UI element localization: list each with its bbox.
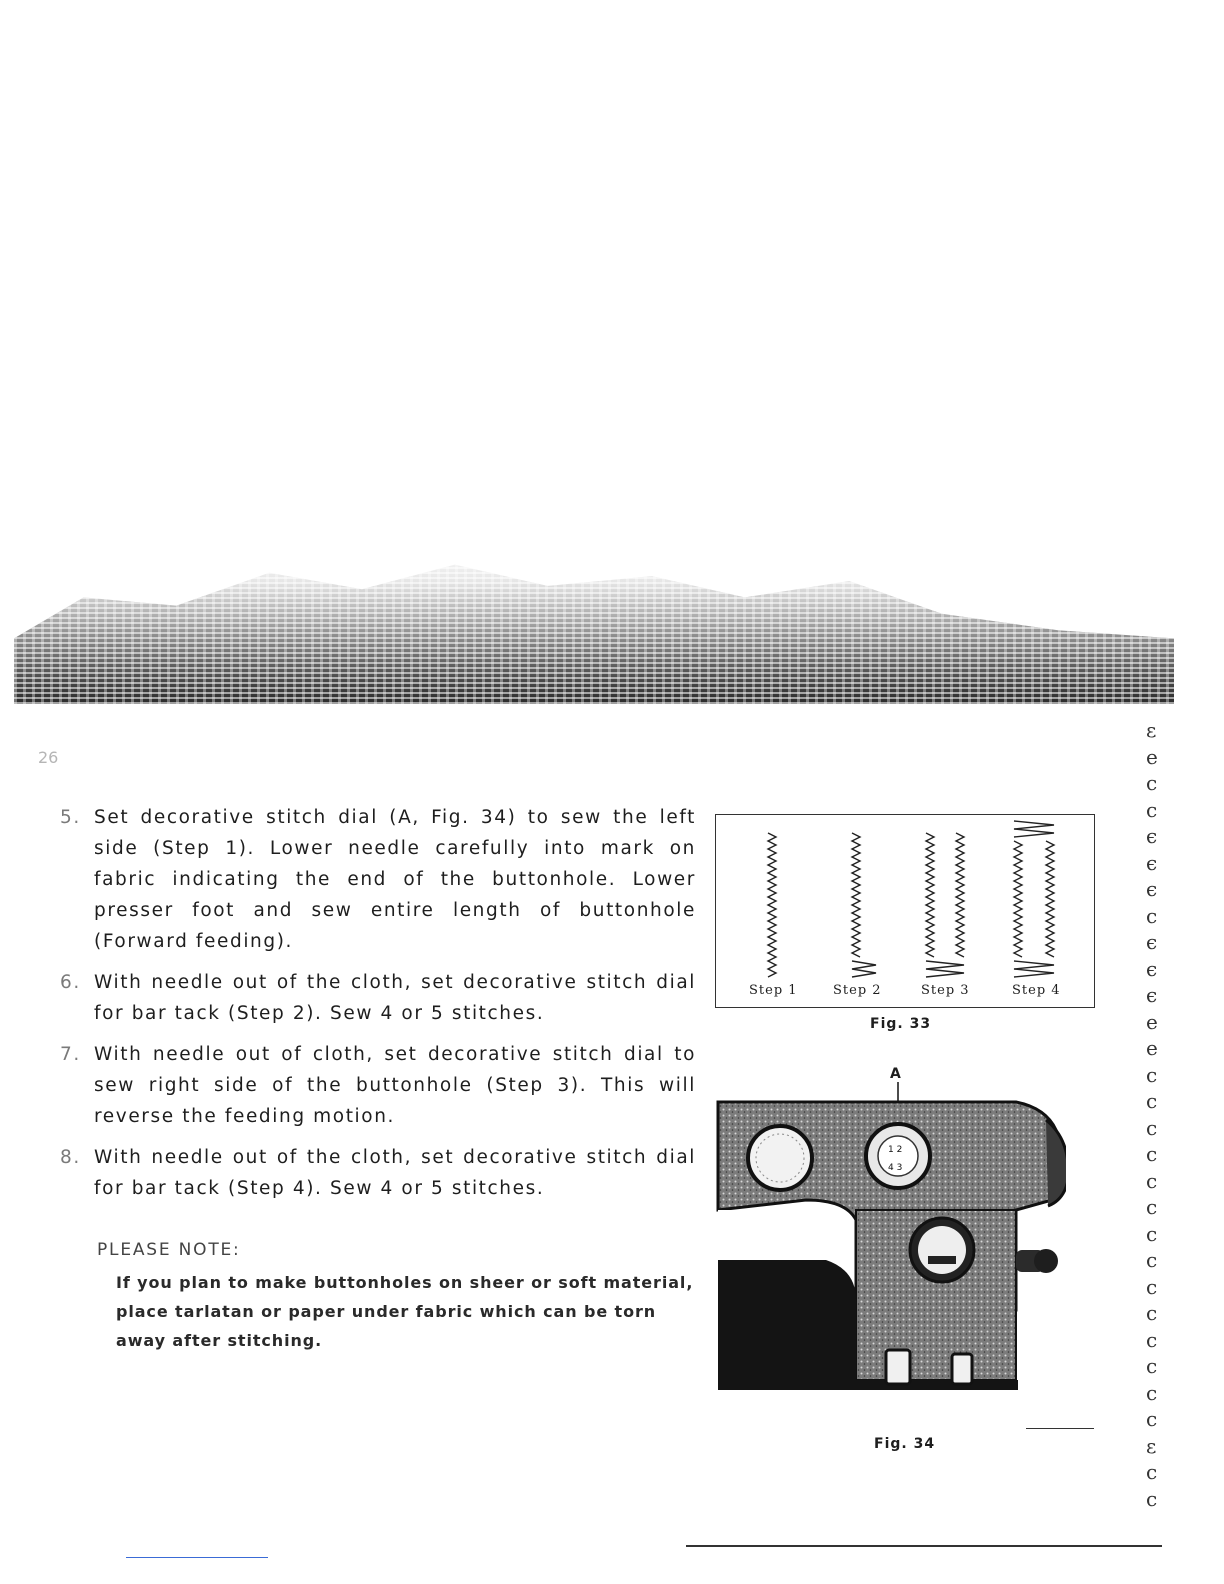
edge-mark: ϵ <box>1146 877 1158 901</box>
stitch-diagram <box>716 815 1094 1007</box>
step-label: Step 2 <box>833 983 882 998</box>
edge-mark: c <box>1146 1380 1158 1405</box>
page-number: 26 <box>38 748 59 767</box>
edge-mark: e <box>1146 744 1158 769</box>
blue-underline <box>126 1557 268 1558</box>
bottom-rule <box>686 1545 1162 1547</box>
edge-mark: ε <box>1146 718 1157 742</box>
edge-mark: ϵ <box>1146 850 1158 875</box>
bartack-step4-top <box>1014 821 1054 837</box>
step-number: 8. <box>60 1147 81 1168</box>
step-label: Step 1 <box>749 983 798 998</box>
edge-mark: c <box>1146 1301 1158 1325</box>
zigzag-step3-left <box>926 833 934 957</box>
edge-mark: e <box>1146 1009 1158 1034</box>
zigzag-step4-right <box>1046 841 1054 957</box>
svg-text:4 3: 4 3 <box>888 1163 903 1173</box>
sewing-machine-icon <box>716 1060 1066 1400</box>
bartack-step4-bottom <box>1014 961 1054 977</box>
edge-mark: c <box>1146 1248 1158 1272</box>
figure-rule <box>1026 1428 1094 1429</box>
edge-mark: c <box>1146 797 1158 822</box>
step-number: 6. <box>60 972 81 993</box>
edge-mark: e <box>1146 1036 1158 1060</box>
dial-callout-label: A <box>890 1066 901 1082</box>
bartack-step3 <box>926 961 964 977</box>
edge-mark: ϵ <box>1146 930 1158 954</box>
edge-mark: c <box>1146 1486 1158 1511</box>
instruction-steps <box>60 802 696 1214</box>
scanned-shadow-band <box>14 540 1174 704</box>
zigzag-step1 <box>768 833 776 977</box>
edge-mark: ϵ <box>1146 956 1158 981</box>
edge-mark: c <box>1146 1195 1158 1219</box>
edge-mark: ϵ <box>1146 824 1158 848</box>
edge-mark: c <box>1146 1407 1158 1431</box>
binding-edge-marks <box>1146 718 1170 1513</box>
note-title: PLEASE NOTE: <box>97 1240 241 1260</box>
step-text: Set decorative stitch dial (A, Fig. 34) to sew the left side (Step 1). Lower needle carefully into mark on fabric indicating the end of the buttonhole. Lower presser foot and sew entire length of buttonhole (Forward feeding). <box>94 807 696 952</box>
step-item <box>60 802 696 957</box>
zigzag-step2 <box>852 833 860 957</box>
edge-mark: c <box>1146 1062 1158 1087</box>
edge-mark: c <box>1146 771 1158 795</box>
fig34-caption: Fig. 34 <box>874 1436 936 1452</box>
zigzag-step4-left <box>1014 841 1022 957</box>
zigzag-step3-right <box>956 833 964 957</box>
edge-mark: c <box>1146 1142 1158 1166</box>
edge-mark: c <box>1146 1115 1158 1140</box>
edge-mark: c <box>1146 1274 1158 1299</box>
fig34-machine-illustration <box>716 1060 1066 1400</box>
step-item <box>60 1039 696 1132</box>
step-text: With needle out of cloth, set decorative stitch dial to sew right side of the buttonhole (Step 3). This will reverse the feeding motion. <box>94 1044 696 1127</box>
fig33-buttonhole-steps <box>715 814 1095 1008</box>
edge-mark: ε <box>1146 1433 1157 1458</box>
step-number: 7. <box>60 1044 81 1065</box>
step-item <box>60 1142 696 1204</box>
note-text: If you plan to make buttonholes on sheer or soft material, place tarlatan or paper under fabric which can be torn away after stitching. <box>116 1273 694 1350</box>
step-text: With needle out of the cloth, set decorative stitch dial for bar tack (Step 4). Sew 4 or 5 stitches. <box>94 1147 696 1199</box>
fig33-caption: Fig. 33 <box>870 1016 932 1032</box>
step-item <box>60 967 696 1029</box>
edge-mark: c <box>1146 1089 1158 1113</box>
edge-mark: c <box>1146 903 1158 928</box>
edge-mark: c <box>1146 1168 1158 1193</box>
step-number: 5. <box>60 807 81 828</box>
step-label: Step 3 <box>921 983 970 998</box>
edge-mark: c <box>1146 1327 1158 1352</box>
edge-mark: c <box>1146 1354 1158 1378</box>
svg-text:1 2: 1 2 <box>888 1145 903 1155</box>
step-label: Step 4 <box>1012 983 1061 998</box>
step-text: With needle out of the cloth, set decorative stitch dial for bar tack (Step 2). Sew 4 or 5 stitches. <box>94 972 696 1024</box>
bartack-step2 <box>852 961 876 977</box>
edge-mark: c <box>1146 1221 1158 1246</box>
edge-mark: c <box>1146 1460 1158 1484</box>
edge-mark: ϵ <box>1146 983 1158 1007</box>
